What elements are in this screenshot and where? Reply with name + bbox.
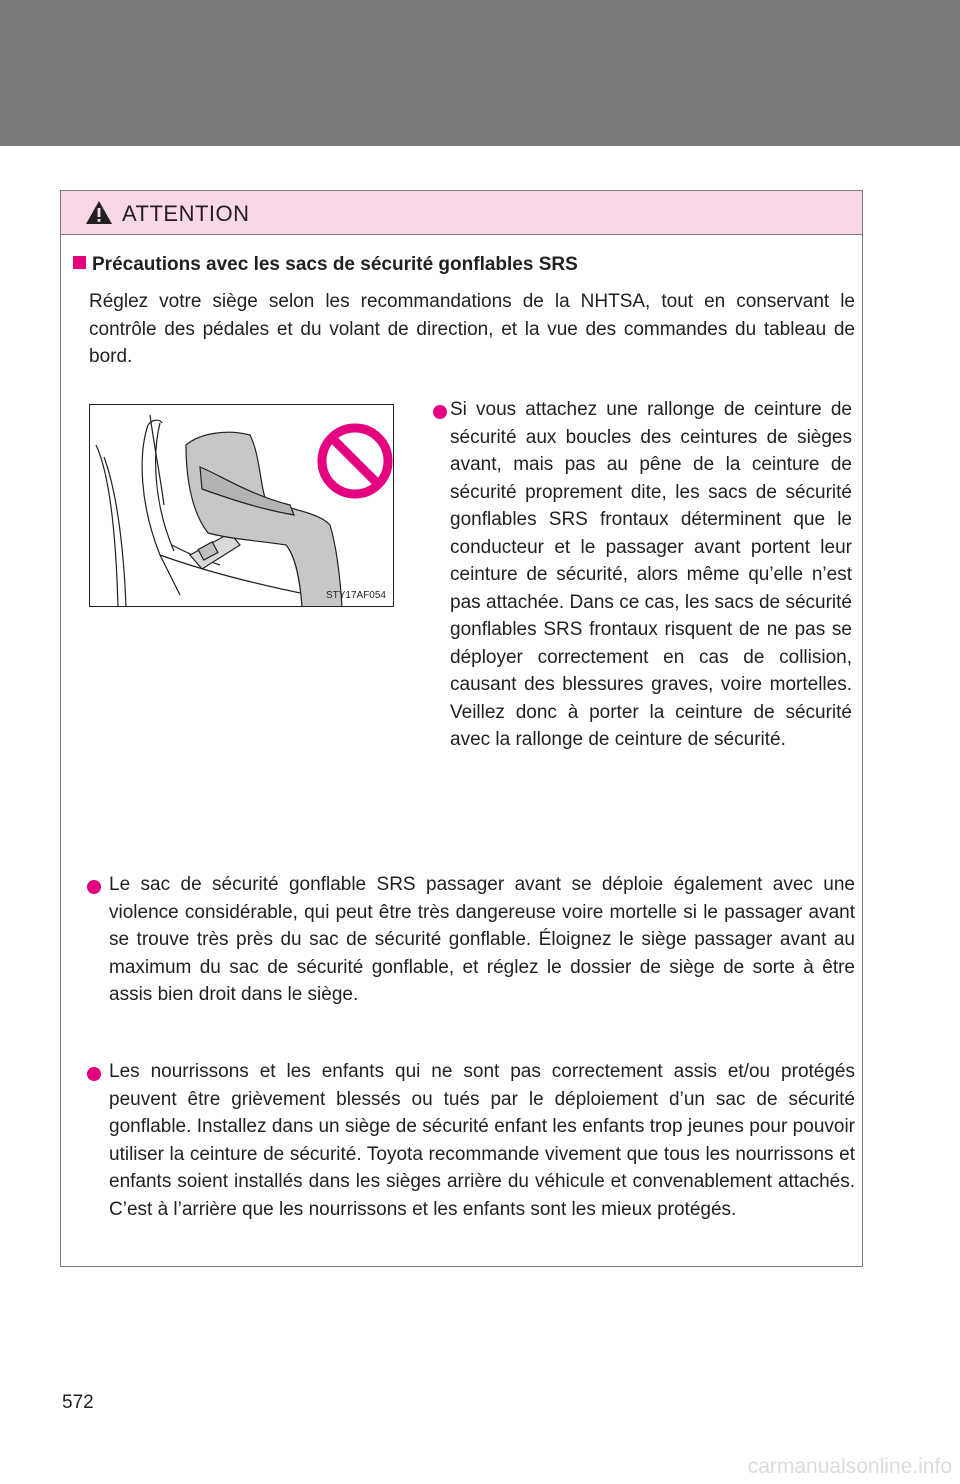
seatbelt-illustration: [89, 404, 394, 607]
bullet-passenger-airbag: Le sac de sécurité gonflable SRS passager avant se déploie également avec une violence considérable, qui peut être très dangereuse voire mortelle si le passager avant se trouve très près du sac de sécurité gonflable. Éloignez le siège passager avant au maximum du sac de sécurité gonflable, et réglez le dossier de siège de sorte à être assis bien droit dans le siège.: [109, 874, 855, 1005]
prohibited-icon: [322, 428, 388, 494]
intro-paragraph: Réglez votre siège selon les recommandations de la NHTSA, tout en conservant le contrôle des pédales et du volant de direction, et la vue des commandes du tableau de bord.: [89, 291, 855, 367]
section-heading-text: Précautions avec les sacs de sécurité gonflables SRS: [92, 254, 578, 275]
square-bullet-icon: [73, 256, 86, 269]
attention-header: [61, 191, 862, 235]
bullet-extension-warning: Si vous attachez une rallonge de ceinture de sécurité aux boucles des ceintures de sièges avant, mais pas au pêne de la ceinture de sécurité proprement dite, les sacs de sécurité gonflables SRS frontaux déterminent que le conducteur et le passager avant portent leur ceinture de sécurité, alors même qu’elle n’est pas attachée. Dans ce cas, les sacs de sécurité gonflables SRS frontaux risquent de ne pas se déployer correctement en cas de collision, causant des blessures graves, voire mortelles. Veillez donc à porter la ceinture de sécurité avec la rallonge de ceinture de sécurité.: [450, 399, 852, 750]
bullet-dot-icon: [87, 880, 101, 894]
section-heading: [73, 254, 578, 276]
bullet-children-safety: Les nourrissons et les enfants qui ne sont pas correctement assis et/ou protégés peuvent être grièvement blessés ou tués par le déploiement d’un sac de sécurité gonflable. Installez dans un siège de sécurité enfant les enfants trop jeunes pour pouvoir utiliser la ceinture de sécurité. Toyota recommande vivement que tous les nourrissons et enfants soient installés dans les sièges arrière du véhicule et convenablement attachés. C’est à l’arrière que les nourrissons et les enfants sont les mieux protégés.: [109, 1061, 855, 1220]
figure-caption: STY17AF054: [325, 590, 386, 601]
bullet-dot-icon: [433, 405, 447, 419]
top-band: [0, 0, 960, 146]
page-number: 572: [62, 1392, 94, 1413]
bullet-dot-icon: [87, 1067, 101, 1081]
warning-icon: [85, 200, 113, 225]
watermark: carmanualsonline.info: [747, 1455, 952, 1478]
seat-occupant-drawing: [90, 405, 394, 607]
attention-title: ATTENTION: [122, 201, 250, 226]
attention-box: [60, 190, 863, 1267]
